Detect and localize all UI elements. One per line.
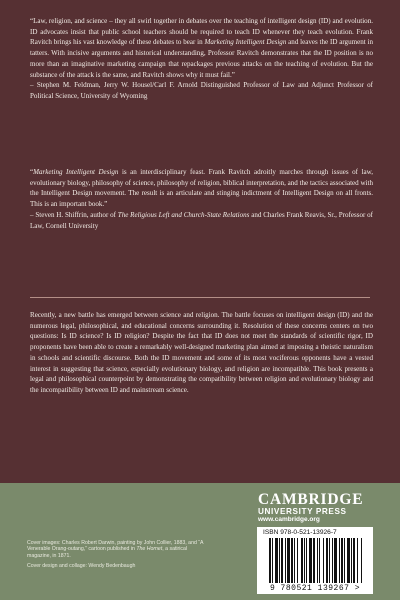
publisher-subtitle: UNIVERSITY PRESS bbox=[258, 507, 347, 516]
book-description bbox=[30, 310, 373, 396]
book-title-italic: Marketing Intelligent Design bbox=[33, 168, 119, 176]
publisher-name: CAMBRIDGE bbox=[258, 491, 364, 508]
review-text: and leaves the ID argument in tatters. With incisive arguments and historical understanding, Professor Ravitch demonstrates that the ID position is no more than an imaginative marketing campaign that repackages previous attacks on the teaching of evolution. But the substance of the attack is the same, and Ravitch shows why it must fail.” bbox=[30, 38, 373, 79]
book-title-italic: Marketing Intelligent Design bbox=[204, 38, 287, 47]
cover-design-credit: Cover design and collage: Wendy Bedenbaugh bbox=[27, 563, 136, 570]
review-shiffrin bbox=[30, 167, 373, 231]
review-text: is an interdisciplinary feast. Frank Ravitch adroitly marches through issues of law, evolutionary biology, philosophy of science, philosophy of religion, biblical interpretation, and the tactics associated with the Intelligent Design movement. The result is an articulate and stinging indictment of Intelligent Design on all fronts. This is an important book.” bbox=[30, 168, 373, 209]
cover-images-credit: Cover images: Charles Robert Darwin, painting by John Collier, 1883, and “A Venerable Orang-outang,” cartoon published in The Hornet, a satirical magazine, in 1871. bbox=[27, 540, 204, 559]
publisher-url: www.cambridge.org bbox=[258, 516, 320, 523]
isbn-barcode bbox=[257, 527, 373, 594]
quote-mark: “ bbox=[30, 168, 34, 176]
review-feldman-attribution: – Stephen M. Feldman, Jerry W. Housel/Carl F. Arnold Distinguished Professor of Law and Adjunct Professor of Political Science, University of Wyoming bbox=[30, 81, 373, 100]
review-text: “Law, religion, and science – they all swirl together in debates over the teaching of intelligent design (ID) and evolution. ID advocates insist that public school teachers should be required to teach ID whenever they teach evolution. Frank Ravitch brings his vast knowledge of these debates to bear in bbox=[30, 17, 373, 47]
magazine-title: The Hornet bbox=[136, 546, 163, 553]
publisher-logo bbox=[258, 492, 388, 524]
review-shiffrin-attribution bbox=[30, 210, 373, 231]
isbn-label: ISBN 978-0-521-13926-7 bbox=[263, 529, 337, 536]
cited-book-title: The Religious Left and Church-State Relations bbox=[117, 210, 250, 219]
review-shiffrin-quote bbox=[30, 167, 373, 210]
barcode-digits: 9 780521 139267 > bbox=[269, 584, 361, 593]
attribution-text: – Steven H. Shiffrin, author of bbox=[30, 210, 118, 219]
description-text: Recently, a new battle has emerged between science and religion. The battle focuses on intelligent design (ID) and the numerous legal, philosophical, and educational concerns surrounding it. Resolution of these concerns centers on two questions: Is ID science? Is ID religion? Despite the fact that ID does not meet the standards of scientific rigor, ID proponents have been able to create a remarkably well-designed marketing plan aimed at imposing a theistic naturalism in schools and scientific discourse. Both the ID movement and some of its most vociferous opponents have a vested interest in suggesting that science, especially evolutionary biology, and religion are incompatible. This book presents a legal and philosophical counterpoint by demonstrating the compatibility between religion and evolutionary biology and the incompatibility between ID and mainstream science. bbox=[30, 311, 373, 394]
section-divider bbox=[30, 297, 370, 298]
cover-credits bbox=[27, 540, 207, 570]
review-feldman bbox=[30, 16, 373, 102]
attribution-text: and Charles Frank Reavis, Sr., Professor of Law, Cornell University bbox=[30, 210, 373, 230]
review-feldman-quote bbox=[30, 16, 373, 80]
